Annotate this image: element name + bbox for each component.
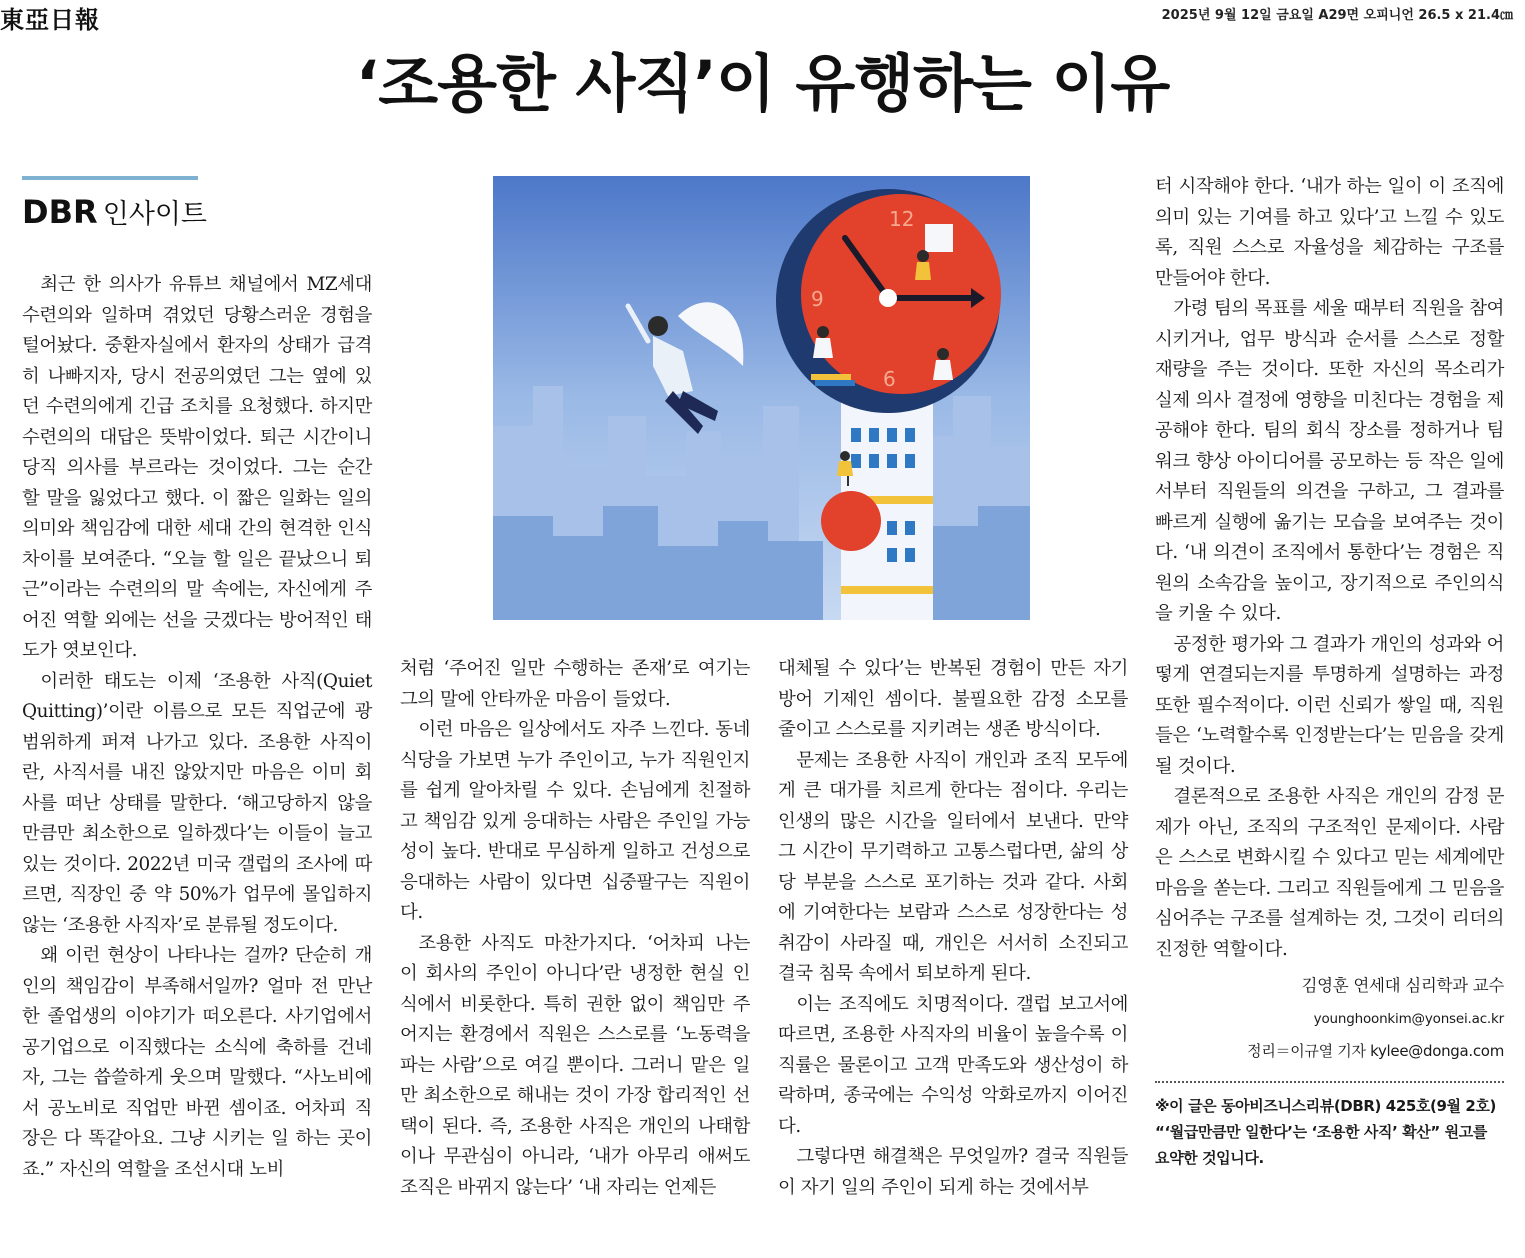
article-illustration bbox=[493, 176, 1030, 620]
newspaper-masthead: 東亞日報 bbox=[0, 5, 100, 34]
body-paragraph: 조용한 사직도 마찬가지다. ‘어차피 나는 이 회사의 주인이 아니다’란 냉정한 현실 인식에서 비롯한다. 특히 권한 없이 책임만 주어지는 환경에서 직원은 스스로를 ‘노동력을 파는 사람’으로 여길 뿐이다. 그러니 맡은 일만 최소한으로 해내는 것이 가장 합리적인 선택이 된다. 즉, 조용한 사직은 개인의 나태함이나 무관심이 아니라, ‘내가 아무리 애써도 조직은 바뀌지 않는다’ ‘내 자리는 언제든 bbox=[400, 932, 750, 1198]
body-paragraph: 그렇다면 해결책은 무엇일까? 결국 직원들이 자기 일의 주인이 되게 하는 것에서부 bbox=[778, 1146, 1128, 1198]
footnote-divider bbox=[1155, 1081, 1504, 1083]
body-paragraph: 이런 마음은 일상에서도 자주 느낀다. 동네 식당을 가보면 누가 주인이고, 누가 직원인지를 쉽게 알아차릴 수 있다. 손님에게 친절하고 책임감 있게 응대하는 사람은 주인일 가능성이 높다. 반대로 무심하게 일하고 건성으로 응대하는 사람이 있다면 십중팔구는 직원이다. bbox=[400, 719, 750, 923]
body-paragraph: 왜 이런 현상이 나타나는 걸까? 단순히 개인의 책임감이 부족해서일까? 얼마 전 만난 한 졸업생의 이야기가 떠오른다. 사기업에서 공기업으로 이직했다는 소식에 축하를 건네자, 그는 씁쓸하게 웃으며 말했다. “사노비에서 공노비로 직업만 바뀐 셈이죠. 어차피 직장은 다 똑같아요. 그냥 시키는 일 하는 곳이죠.” 자신의 역할을 조선시대 노비 bbox=[22, 945, 372, 1180]
article-column-2 bbox=[400, 654, 750, 1203]
author-byline: 김영훈 연세대 심리학과 교수 bbox=[1301, 976, 1504, 995]
column-rubric bbox=[22, 192, 207, 231]
body-paragraph: 터 시작해야 한다. ‘내가 하는 일이 이 조직에 의미 있는 기여를 하고 있다’고 느낄 수 있도록, 직원 스스로 자율성을 체감하는 구조를 만들어야 한다. bbox=[1155, 176, 1504, 289]
body-paragraph: 결론적으로 조용한 사직은 개인의 감정 문제가 아닌, 조직의 구조적인 문제이다. 사람은 스스로 변화시킬 수 있다고 믿는 세계에만 마음을 쏟는다. 그리고 직원들에게 그 믿음을 심어주는 구조를 설계하는 것, 그것이 리더의 진정한 역할이다. bbox=[1155, 786, 1504, 960]
rubric-name: 인사이트 bbox=[102, 199, 208, 230]
rubric-brand: DBR bbox=[22, 193, 98, 231]
editor-credit: 정리＝이규열 기자 kylee@donga.com bbox=[1247, 1042, 1504, 1060]
body-paragraph: 이는 조직에도 치명적이다. 갤럽 보고서에 따르면, 조용한 사직자의 비율이 높을수록 이직률은 물론이고 고객 만족도와 생산성이 하락하며, 종국에는 수익성 악화로까지 이어진다. bbox=[778, 993, 1128, 1137]
dateline: 2025년 9월 12일 금요일 A29면 오피니언 26.5 x 21.4㎝ bbox=[1161, 8, 1513, 23]
clock-number-12: 12 bbox=[889, 207, 915, 231]
body-paragraph: 대체될 수 있다’는 반복된 경험이 만든 자기 방어 기제인 셈이다. 불필요한 감정 소모를 줄이고 스스로를 지키려는 생존 방식이다. bbox=[778, 658, 1128, 740]
body-paragraph: 처럼 ‘주어진 일만 수행하는 존재’로 여기는 그의 말에 안타까운 마음이 들었다. bbox=[400, 658, 750, 710]
clock-number-9: 9 bbox=[811, 287, 824, 311]
headline: ‘조용한 사직’이 유행하는 이유 bbox=[355, 47, 1170, 120]
rubric-divider bbox=[22, 176, 198, 180]
article-column-1 bbox=[22, 270, 372, 1185]
body-paragraph: 문제는 조용한 사직이 개인과 조직 모두에게 큰 대가를 치르게 한다는 점이다. 우리는 인생의 많은 시간을 일터에서 보낸다. 만약 그 시간이 무기력하고 고통스럽다면, 삶의 상당 부분을 스스로 포기하는 것과 같다. 사회에 기여한다는 보람과 스스로 성장한다는 성취감이 사라질 때, 개인은 서서히 소진되고 결국 침묵 속에서 퇴보하게 된다. bbox=[778, 749, 1128, 984]
author-email[interactable]: younghoonkim@yonsei.ac.kr bbox=[1313, 1010, 1504, 1027]
clock-icon bbox=[776, 189, 1001, 413]
body-paragraph: 공정한 평가와 그 결과가 개인의 성과와 어떻게 연결되는지를 투명하게 설명하는 과정 또한 필수적이다. 이런 신뢰가 쌓일 때, 직원들은 ‘노력할수록 인정받는다’는 믿음을 갖게 될 것이다. bbox=[1155, 633, 1504, 777]
body-paragraph: 이러한 태도는 이제 ‘조용한 사직(Quiet Quitting)’이란 이름으로 모든 직업군에 광범위하게 퍼져 나가고 있다. 조용한 사직이란, 사직서를 내진 않았지만 마음은 이미 회사를 떠난 상태를 말한다. ‘해고당하지 않을 만큼만 최소한으로 일하겠다’는 이들이 늘고 있는 것이다. 2022년 미국 갤럽의 조사에 따르면, 직장인 중 약 50%가 업무에 몰입하지 않는 ‘조용한 사직자’로 분류될 정도이다. bbox=[22, 670, 372, 936]
body-paragraph: 최근 한 의사가 유튜브 채널에서 MZ세대 수련의와 일하며 겪었던 당황스러운 경험을 털어놨다. 중환자실에서 환자의 상태가 급격히 나빠지자, 당시 전공의였던 그는 옆에 있던 수련의에게 긴급 조치를 요청했다. 하지만 수련의의 대답은 뜻밖이었다. 퇴근 시간이니 당직 의사를 부르라는 것이었다. 그는 순간 할 말을 잃었다고 했다. 이 짧은 일화는 일의 의미와 책임감에 대한 세대 간의 현격한 인식 차이를 보여준다. “오늘 할 일은 끝났으니 퇴근”이라는 수련의의 말 속에는, 자신에게 주어진 역할 외에는 선을 긋겠다는 방어적인 태도가 엿보인다. bbox=[22, 274, 372, 661]
article-column-4 bbox=[1155, 172, 1504, 1171]
article-column-3 bbox=[778, 654, 1128, 1203]
body-paragraph: 가령 팀의 목표를 세울 때부터 직원을 참여시키거나, 업무 방식과 순서를 스스로 정할 재량을 주는 것이다. 또한 자신의 목소리가 실제 의사 결정에 영향을 미친다는 경험을 제공해야 한다. 팀의 회식 장소를 정하거나 팀워크 향상 아이디어를 공모하는 등 작은 일에서부터 직원들의 의견을 구하고, 그 결과를 빠르게 실행에 옮기는 모습을 보여주는 것이다. ‘내 의견이 조직에서 통한다’는 경험은 직원의 소속감을 높이고, 장기적으로 주인의식을 키울 수 있다. bbox=[1155, 298, 1504, 624]
source-footnote: ※이 글은 동아비즈니스리뷰(DBR) 425호(9월 2호) “‘월급만큼만 일한다’는 ‘조용한 사직’ 확산” 원고를 요약한 것입니다. bbox=[1155, 1096, 1496, 1167]
clock-number-6: 6 bbox=[883, 367, 896, 391]
